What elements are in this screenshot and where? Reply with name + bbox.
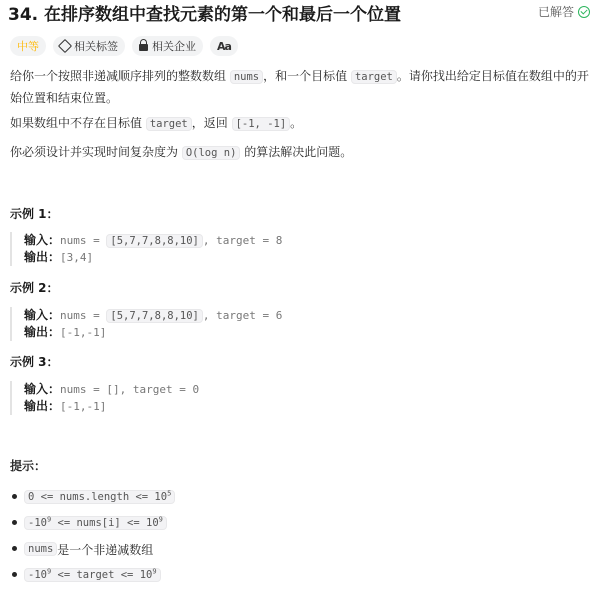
text: 。请你找出给定目标值在数组中的开始位置和结束位置。 xyxy=(10,69,589,105)
example-3-title: 示例 3： xyxy=(10,355,59,369)
example-output-line xyxy=(24,249,282,266)
constraints-list xyxy=(10,484,175,588)
example-output-line xyxy=(24,324,282,341)
constraints-title: 提示： xyxy=(10,459,47,473)
input-value xyxy=(60,234,282,247)
output-label: 输出： xyxy=(24,399,61,413)
related-companies-button[interactable] xyxy=(132,36,203,56)
text: -10 xyxy=(28,569,47,581)
example-1-block xyxy=(10,232,282,266)
constraint-item xyxy=(10,536,175,562)
description-paragraph-3 xyxy=(10,142,595,164)
text: nums = xyxy=(60,309,107,322)
text: ，返回 xyxy=(191,116,232,130)
superscript: 9 xyxy=(46,567,52,576)
description-paragraph-1 xyxy=(10,66,595,109)
output-label: 输出： xyxy=(24,250,61,264)
inline-code: target xyxy=(351,70,397,84)
input-value: nums = [], target = 0 xyxy=(60,383,200,396)
difficulty-badge: 中等 xyxy=(10,36,46,56)
example-2-block xyxy=(10,307,282,341)
example-2-title: 示例 2： xyxy=(10,281,59,295)
font-size-icon: Aa xyxy=(217,39,231,53)
superscript: 9 xyxy=(152,567,157,576)
input-label: 输入： xyxy=(24,308,61,322)
solved-status-label: 已解答 xyxy=(537,5,574,19)
text: 的算法解决此问题。 xyxy=(240,145,353,159)
related-tags-label: 相关标签 xyxy=(74,40,118,53)
text: nums = xyxy=(60,234,107,247)
check-circle-icon xyxy=(578,6,590,18)
output-value: [-1,-1] xyxy=(60,326,107,339)
output-value: [-1,-1] xyxy=(60,400,107,413)
constraint-item xyxy=(10,562,175,588)
superscript: 9 xyxy=(46,515,52,524)
constraint-item xyxy=(10,484,175,510)
text: 0 <= nums.length <= 10 xyxy=(28,491,168,503)
text: 如果数组中不存在目标值 xyxy=(10,116,146,130)
lock-icon xyxy=(139,44,148,51)
inline-code xyxy=(24,568,161,582)
tag-icon xyxy=(58,39,72,53)
inline-code: [-1, -1] xyxy=(232,117,291,131)
related-tags-button[interactable] xyxy=(53,36,125,56)
output-label: 输出： xyxy=(24,325,61,339)
description-paragraph-2 xyxy=(10,113,595,135)
text: 是一个非递减数组 xyxy=(57,542,154,557)
input-label: 输入： xyxy=(24,382,61,396)
constraint-item xyxy=(10,510,175,536)
superscript: 9 xyxy=(158,515,163,524)
example-3-block xyxy=(10,381,199,415)
text: 你必须设计并实现时间复杂度为 xyxy=(10,145,182,159)
superscript: 5 xyxy=(167,489,172,498)
example-output-line xyxy=(24,398,199,415)
text: 给你一个按照非递减顺序排列的整数数组 xyxy=(10,69,230,83)
output-value: [3,4] xyxy=(60,251,94,264)
inline-code xyxy=(24,490,175,504)
text: -10 xyxy=(28,517,47,529)
text: <= nums[i] <= 10 xyxy=(51,517,159,529)
example-input-line xyxy=(24,307,282,324)
text: ，和一个目标值 xyxy=(263,69,351,83)
solved-status xyxy=(538,3,590,20)
example-input-line xyxy=(24,232,282,249)
input-value xyxy=(60,309,282,322)
inline-code: O(log n) xyxy=(182,146,241,160)
example-1-title: 示例 1： xyxy=(10,207,59,221)
inline-code: [5,7,7,8,8,10] xyxy=(106,309,203,323)
problem-title[interactable]: 34. 在排序数组中查找元素的第一个和最后一个位置 xyxy=(8,5,402,25)
text: 。 xyxy=(290,116,303,130)
example-input-line xyxy=(24,381,199,398)
inline-code: target xyxy=(146,117,192,131)
input-label: 输入： xyxy=(24,233,61,247)
inline-code: nums xyxy=(230,70,263,84)
related-companies-label: 相关企业 xyxy=(152,40,196,53)
text: <= target <= 10 xyxy=(51,569,153,581)
inline-code: nums xyxy=(24,542,57,556)
tag-row xyxy=(10,36,238,56)
text: , target = 6 xyxy=(202,309,283,322)
font-settings-button[interactable] xyxy=(210,36,238,56)
text: , target = 8 xyxy=(202,234,283,247)
inline-code: [5,7,7,8,8,10] xyxy=(106,234,203,248)
inline-code xyxy=(24,516,167,530)
